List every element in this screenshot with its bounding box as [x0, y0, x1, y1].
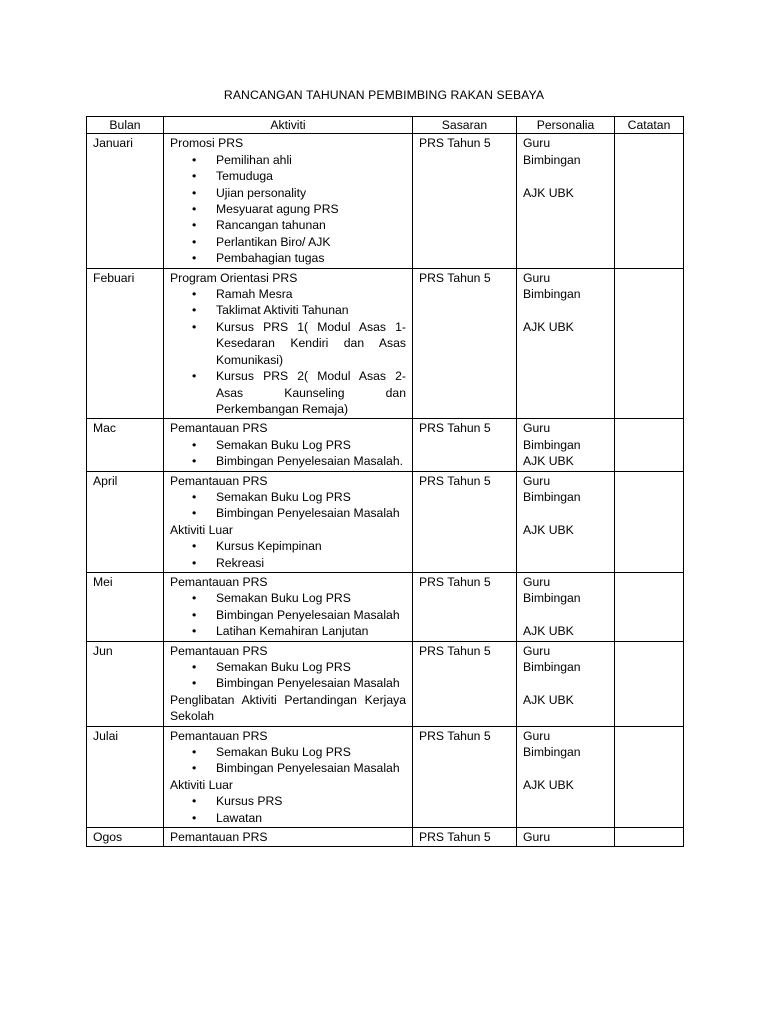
annual-plan-table [86, 116, 684, 847]
activity-heading: Aktiviti Luar [170, 522, 233, 537]
activity-cell [164, 641, 413, 726]
activity-heading: Pemantauan PRS [170, 643, 268, 658]
activity-list [170, 538, 406, 571]
personnel-line: Guru [523, 830, 551, 845]
table-row [87, 268, 684, 419]
header-aktiviti: Aktiviti [164, 117, 413, 134]
month-cell: Febuari [87, 268, 164, 419]
activity-heading: Pemantauan PRS [170, 473, 268, 488]
notes-cell [615, 419, 684, 471]
personnel-cell [517, 471, 615, 572]
activity-heading: Pemantauan PRS [170, 728, 268, 743]
personnel-line: Guru [523, 574, 551, 589]
list-item: • Semakan Buku Log PRS [170, 659, 406, 675]
table-row [87, 419, 684, 471]
list-item: • Bimbingan Penyelesaian Masalah. [170, 453, 406, 469]
activity-heading: Program Orientasi PRS [170, 270, 298, 285]
notes-cell [615, 134, 684, 268]
activity-cell [164, 268, 413, 419]
document-title: RANCANGAN TAHUNAN PEMBIMBING RAKAN SEBAYA [223, 88, 545, 102]
personnel-line: Guru [523, 421, 551, 436]
notes-cell [615, 828, 684, 847]
personnel-cell [517, 726, 615, 827]
target-cell: PRS Tahun 5 [413, 726, 517, 827]
list-item: • Semakan Buku Log PRS [170, 590, 406, 606]
activity-heading: Promosi PRS [170, 136, 244, 151]
table-row [87, 828, 684, 847]
activity-heading: Penglibatan Aktiviti Pertandingan Kerjaya Sekolah [170, 692, 406, 724]
personnel-line: AJK UBK [523, 185, 574, 200]
list-item: • Rekreasi [170, 555, 406, 571]
activity-list [170, 286, 406, 417]
activity-list [170, 152, 406, 267]
personnel-line: AJK UBK [523, 624, 574, 639]
personnel-line: Bimbingan [523, 152, 581, 167]
list-item: • Ujian personality [170, 185, 406, 201]
personnel-line: Bimbingan [523, 287, 581, 302]
header-sasaran: Sasaran [413, 117, 517, 134]
notes-cell [615, 471, 684, 572]
month-cell: Ogos [87, 828, 164, 847]
personnel-line: AJK UBK [523, 319, 574, 334]
list-item: • Pembahagian tugas [170, 250, 406, 266]
personnel-gap [523, 607, 608, 623]
personnel-line: Bimbingan [523, 489, 581, 504]
activity-cell [164, 828, 413, 847]
activity-heading: Pemantauan PRS [170, 421, 268, 436]
activity-cell [164, 471, 413, 572]
personnel-line: Bimbingan [523, 745, 581, 760]
list-item: • Ramah Mesra [170, 286, 406, 302]
list-item: • Perlantikan Biro/ AJK [170, 234, 406, 250]
activity-list [170, 793, 406, 826]
list-item: • Semakan Buku Log PRS [170, 437, 406, 453]
activity-cell [164, 134, 413, 268]
list-item: • Latihan Kemahiran Lanjutan [170, 623, 406, 639]
header-personalia: Personalia [517, 117, 615, 134]
activity-cell [164, 726, 413, 827]
activity-list [170, 437, 406, 470]
personnel-gap [523, 505, 608, 521]
personnel-cell [517, 828, 615, 847]
table-row [87, 471, 684, 572]
table-body [87, 134, 684, 847]
list-item: • Bimbingan Penyelesaian Masalah [170, 607, 406, 623]
target-cell: PRS Tahun 5 [413, 641, 517, 726]
personnel-cell [517, 134, 615, 268]
activity-cell [164, 572, 413, 641]
personnel-line: Guru [523, 270, 551, 285]
personnel-gap [523, 760, 608, 776]
personnel-cell [517, 268, 615, 419]
target-cell: PRS Tahun 5 [413, 828, 517, 847]
activity-heading: Pemantauan PRS [170, 574, 268, 589]
personnel-gap [523, 302, 608, 318]
personnel-line: AJK UBK [523, 454, 574, 469]
personnel-gap [523, 168, 608, 184]
activity-list [170, 590, 406, 639]
list-item: • Temuduga [170, 168, 406, 184]
personnel-line: Guru [523, 136, 551, 151]
list-item: • Bimbingan Penyelesaian Masalah [170, 675, 406, 691]
month-cell: Jun [87, 641, 164, 726]
list-item: • Bimbingan Penyelesaian Masalah [170, 760, 406, 776]
notes-cell [615, 572, 684, 641]
list-item: • Bimbingan Penyelesaian Masalah [170, 505, 406, 521]
table-row [87, 572, 684, 641]
month-cell: Mei [87, 572, 164, 641]
table-row [87, 726, 684, 827]
activity-heading: Pemantauan PRS [170, 830, 268, 845]
month-cell: Januari [87, 134, 164, 268]
list-item: • Semakan Buku Log PRS [170, 489, 406, 505]
target-cell: PRS Tahun 5 [413, 419, 517, 471]
list-item: • Mesyuarat agung PRS [170, 201, 406, 217]
notes-cell [615, 726, 684, 827]
personnel-cell [517, 572, 615, 641]
target-cell: PRS Tahun 5 [413, 268, 517, 419]
activity-heading: Aktiviti Luar [170, 777, 233, 792]
personnel-line: AJK UBK [523, 692, 574, 707]
table-header-row [87, 117, 684, 134]
activity-list [170, 744, 406, 777]
activity-cell [164, 419, 413, 471]
month-cell: Mac [87, 419, 164, 471]
month-cell: April [87, 471, 164, 572]
target-cell: PRS Tahun 5 [413, 572, 517, 641]
list-item: • Kursus PRS 1( Modul Asas 1- Kesedaran Kendiri dan Asas Komunikasi) [170, 319, 406, 368]
header-catatan: Catatan [615, 117, 684, 134]
list-item: • Kursus Kepimpinan [170, 538, 406, 554]
target-cell: PRS Tahun 5 [413, 134, 517, 268]
table-row [87, 641, 684, 726]
list-item: • Pemilihan ahli [170, 152, 406, 168]
list-item: • Kursus PRS 2( Modul Asas 2- Asas Kaunseling dan Perkembangan Remaja) [170, 368, 406, 417]
notes-cell [615, 641, 684, 726]
personnel-line: Bimbingan [523, 591, 581, 606]
header-bulan: Bulan [87, 117, 164, 134]
month-cell: Julai [87, 726, 164, 827]
personnel-line: AJK UBK [523, 777, 574, 792]
personnel-line: Bimbingan [523, 437, 581, 452]
list-item: • Lawatan [170, 810, 406, 826]
personnel-cell [517, 419, 615, 471]
personnel-gap [523, 675, 608, 691]
personnel-line: AJK UBK [523, 522, 574, 537]
list-item: • Semakan Buku Log PRS [170, 744, 406, 760]
list-item: • Kursus PRS [170, 793, 406, 809]
notes-cell [615, 268, 684, 419]
list-item: • Taklimat Aktiviti Tahunan [170, 302, 406, 318]
personnel-line: Guru [523, 473, 551, 488]
table-row [87, 134, 684, 268]
personnel-line: Guru [523, 643, 551, 658]
activity-list [170, 489, 406, 522]
personnel-cell [517, 641, 615, 726]
list-item: • Rancangan tahunan [170, 217, 406, 233]
personnel-line: Guru [523, 728, 551, 743]
activity-list [170, 659, 406, 692]
personnel-line: Bimbingan [523, 660, 581, 674]
target-cell: PRS Tahun 5 [413, 471, 517, 572]
